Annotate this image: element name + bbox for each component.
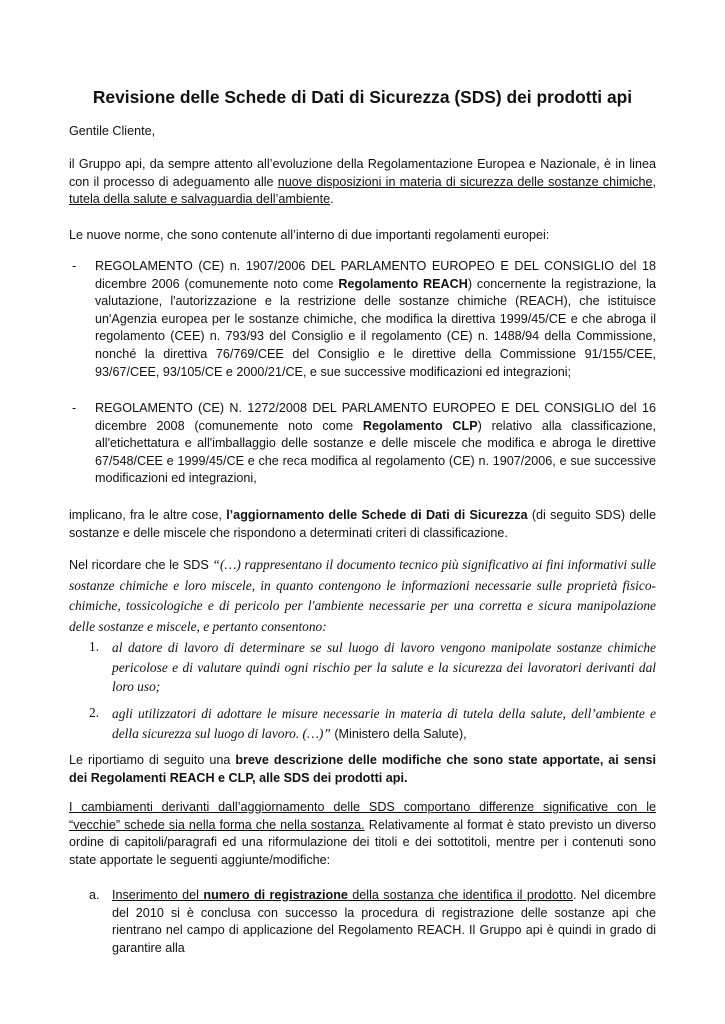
document-title: Revisione delle Schede di Dati di Sicurezza (SDS) dei prodotti api: [92, 87, 633, 107]
report-paragraph: [69, 752, 656, 787]
implies-text-b: (di seguito SDS) delle sostanze e delle miscele che rispondono a determinati criteri di classificazione.: [69, 508, 656, 540]
alpha-underlined-bold: numero di registrazione: [203, 888, 348, 902]
greeting: Gentile Cliente,: [69, 124, 156, 138]
regulation-text-b: ) concernente la registrazione, la valutazione, l'autorizzazione e la restrizione delle sostanze chimiche (REACH), che istituisce un'Agenzia europea per le sostanze chimiche, che modifica la direttiva 1999/45/CE e che abroga il regolamento (CEE) n. 793/93 del Consiglio e il regolamento (CE) n. 1488/94 della Commissione, nonché la direttiva 76/769/CEE del Consiglio e le direttive della Commissione 91/155/CEE, 93/67/CEE, 93/105/CE e 2000/21/CE, e sue successive modificazioni ed integrazioni;: [95, 276, 656, 379]
numbered-item-2: [69, 704, 656, 744]
regulation-name: Regolamento CLP: [362, 418, 478, 433]
numbered-item-text: al datore di lavoro di determinare se sul luogo di lavoro vengono manipolate sostanze chimiche pericolose e di valutare quindi ogni rischio per la salute e la sicurezza dei lavoratori derivanti dal loro uso;: [112, 640, 656, 695]
intro-text-a: il Gruppo api, da sempre attento all’evoluzione della Regolamentazione Europea e Nazionale, è in linea con il processo di adeguamento alle: [69, 157, 656, 189]
regulation-text: [95, 400, 656, 488]
numbered-item-source: (Ministero della Salute),: [330, 726, 467, 741]
implies-bold-text: l’aggiornamento delle Schede di Dati di Sicurezza: [226, 508, 528, 522]
list-dash: -: [72, 401, 77, 415]
numbered-item-quote: agli utilizzatori di adottare le misure necessarie in materia di tutela della salute, dell’ambiente e della sicurezza sul luogo di lavoro. (…)”: [112, 706, 656, 741]
intro-underlined-text: nuove disposizioni in materia di sicurezza delle sostanze chimiche, tutela della salute e salvaguardia dell’ambiente: [69, 174, 656, 207]
intro-text-b: .: [330, 192, 334, 207]
list-letter: a.: [89, 888, 100, 902]
changes-text: Relativamente al format è stato previsto un diverso ordine di capitoli/paragrafi ed una riformulazione dei titoli e dei sottotitoli, mentre per i contenuti sono state apportate le seguenti aggiunte/modifiche:: [69, 817, 656, 867]
changes-underlined-text: I cambiamenti derivanti dall’aggiornamento delle SDS comportano differenze significative con le “vecchie” schede sia nella forma che nella sostanza.: [69, 800, 656, 832]
norms-intro: Le nuove norme, che sono contenute all’interno di due importanti regolamenti europei:: [69, 228, 550, 242]
regulation-text-a: REGOLAMENTO (CE) n. 1907/2006 DEL PARLAMENTO EUROPEO E DEL CONSIGLIO del 18 dicembre 2006 (comunemente noto come: [95, 259, 656, 291]
report-bold-text: breve descrizione delle modifiche che sono state apportate, ai sensi dei Regolamenti REACH e CLP, alle SDS dei prodotti api.: [69, 753, 656, 785]
regulation-text-b: ) relativo alla classificazione, all'etichettatura e all'imballaggio delle sostanze e delle miscele che modifica e abroga le direttive 67/548/CEE e 1999/45/CE e che reca modifica al regolamento (CE) n. 1907/2006, e sue successive modificazioni ed integrazioni,: [95, 418, 656, 486]
intro-paragraph: [69, 156, 656, 209]
list-dash: -: [72, 259, 77, 273]
alpha-item-text: [112, 887, 656, 957]
alpha-item-a: [69, 887, 656, 957]
changes-paragraph: [69, 799, 656, 869]
numbered-item-1: [69, 638, 656, 698]
numbered-item-text: [112, 704, 656, 744]
report-text-a: Le riportiamo di seguito una: [69, 753, 236, 767]
regulation-text: [95, 258, 656, 381]
alpha-underlined-b: della sostanza che identifica il prodotto: [347, 888, 574, 902]
alpha-underlined-a: Inserimento del: [112, 888, 204, 902]
alpha-text: . Nel dicembre del 2010 si è conclusa con successo la procedura di registrazione delle sostanze api che rientrano nel campo di applicazione del Regolamento REACH. Il Gruppo api è quindi in grado di garantire alla: [112, 888, 656, 955]
regulation-item-clp: [69, 400, 656, 495]
recall-text-a: Nel ricordare che le SDS: [69, 558, 213, 572]
recall-quote: “(…) rappresentano il documento tecnico più significativo ai fini informativi sulle sostanze chimiche e loro miscele, in quanto contengono le informazioni necessarie sulle proprietà fisico-chimiche, tossicologiche e di pericolo per l'ambiente necessarie per una corretta e sicura manipolazione delle sostanze e miscele, e pertanto consentono:: [69, 557, 656, 634]
list-number: 2.: [89, 705, 100, 720]
recall-paragraph: [69, 555, 656, 637]
implies-text-a: implicano, fra le altre cose,: [69, 508, 227, 522]
regulation-text-a: REGOLAMENTO (CE) N. 1272/2008 DEL PARLAMENTO EUROPEO E DEL CONSIGLIO del 16 dicembre 2008 (comunemente noto come: [95, 401, 656, 433]
regulation-name: Regolamento REACH: [338, 276, 468, 291]
list-number: 1.: [89, 639, 100, 654]
regulation-item-reach: [69, 258, 656, 388]
implies-paragraph: [69, 507, 656, 542]
